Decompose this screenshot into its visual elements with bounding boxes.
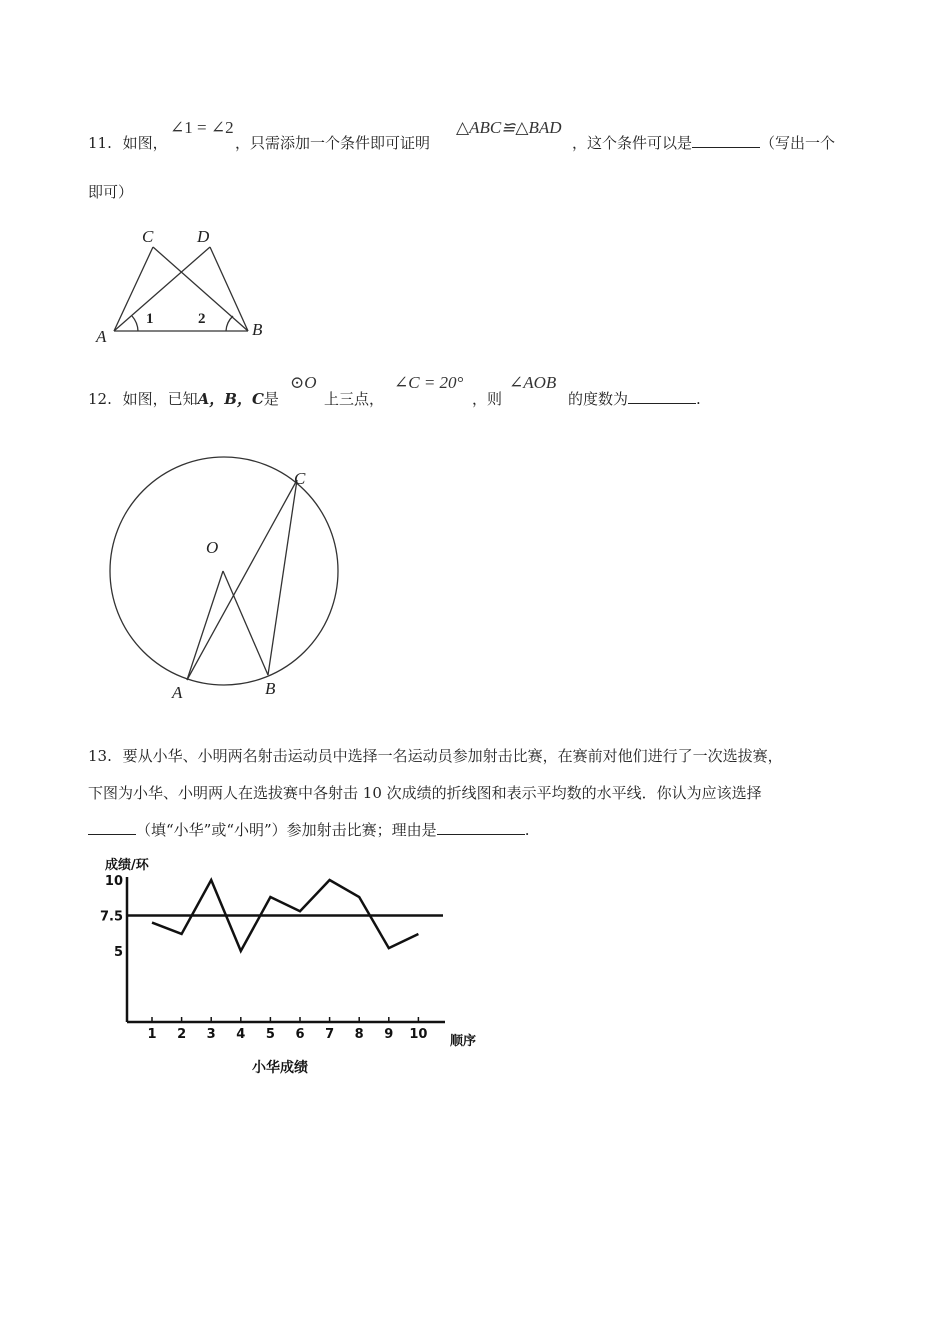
q11-segment-DB: [210, 247, 248, 331]
q11-number: 11.: [88, 134, 112, 152]
q12-then: ，则: [472, 390, 503, 408]
q11-condition: ∠1 = ∠2: [170, 118, 234, 137]
x-tick-label: 5: [265, 1027, 275, 1042]
q11-angle2-arc: [226, 316, 233, 331]
x-tick-label: 3: [206, 1027, 216, 1042]
q11-segment-AD: [114, 247, 210, 331]
q12-on: 上三点，: [324, 390, 385, 408]
q12-label-B: B: [265, 679, 276, 698]
q12-circle: [110, 457, 338, 685]
q13-line3: （填“小华”或“小明”）参加射击比赛；理由是 .: [88, 819, 529, 840]
q12-number: 12.: [88, 390, 112, 408]
x-tick-label: 4: [236, 1027, 246, 1042]
q12-segment-BC: [268, 480, 297, 675]
q12-label-O: O: [206, 538, 219, 557]
q12-angleC: ∠C = 20°: [394, 373, 464, 392]
q12-segment-OB: [223, 571, 268, 675]
q11-label-C: C: [142, 227, 154, 246]
x-tick-label: 2: [177, 1027, 187, 1042]
q11-post: ，这个条件可以是 （写出一个: [572, 134, 836, 152]
q11-line1: [88, 132, 168, 153]
y-tick-label: 7.5: [99, 909, 123, 925]
q13-choice-blank[interactable]: [88, 820, 136, 835]
x-tick-label: 1: [147, 1027, 157, 1042]
q13-reason-blank[interactable]: [437, 820, 525, 835]
q12-segment-AC: [187, 480, 297, 680]
chart-title: 小华成绩: [252, 1060, 308, 1076]
q12-line1: [88, 388, 279, 409]
q11-pre: 如图，: [122, 134, 168, 152]
q11-triangle-figure: [90, 222, 290, 352]
q12-pre: 如图，已知: [122, 390, 198, 408]
q12-circle-symbol: ⊙O: [290, 373, 317, 392]
q12-post: 的度数为 .: [568, 390, 701, 408]
q12-label-A: A: [172, 683, 183, 702]
y-tick-label: 5: [113, 945, 123, 960]
q12-label-C: C: [294, 469, 306, 488]
q12-angleAOB: ∠AOB: [509, 373, 557, 392]
q11-label-B: B: [252, 320, 263, 339]
q12-answer-blank[interactable]: [628, 389, 696, 404]
q11-answer-blank[interactable]: [692, 133, 760, 148]
q13-line2: 下图为小华、小明两人在选拔赛中各射击 10 次成绩的折线图和表示平均数的水平线．你认为应该选择: [88, 784, 762, 802]
chart-ylabel: 成绩/环: [105, 858, 149, 873]
x-tick-label: 8: [354, 1027, 364, 1042]
q11-line2: 即可）: [88, 183, 134, 201]
chart-xlabel: 顺序: [450, 1034, 477, 1049]
q11-mid: ，只需添加一个条件即可证明: [235, 134, 431, 152]
y-tick-label: 10: [104, 874, 123, 889]
q11-tail: （写出一个: [760, 134, 836, 152]
x-tick-label: 10: [409, 1027, 428, 1042]
q11-congruence: △ABC≌△BAD: [456, 118, 562, 137]
q11-label-angle2: 2: [198, 311, 206, 327]
q11-label-A: A: [96, 327, 107, 346]
x-tick-label: 6: [295, 1027, 305, 1042]
q11-label-angle1: 1: [146, 311, 154, 327]
q13-line1: 13. 要从小华、小明两名射击运动员中选择一名运动员参加射击比赛，在赛前对他们进行了一次选拔赛，: [88, 747, 783, 765]
x-tick-label: 7: [325, 1027, 335, 1042]
x-tick-label: 9: [384, 1027, 394, 1042]
q12-is: 是: [263, 390, 279, 408]
q12-circle-figure: [100, 450, 340, 710]
q13-number: 13.: [88, 747, 112, 765]
q12-points: A，B，C: [197, 390, 264, 408]
q11-angle1-arc: [132, 316, 138, 331]
q11-label-D: D: [197, 227, 210, 246]
score-line-chart: [100, 855, 490, 1080]
